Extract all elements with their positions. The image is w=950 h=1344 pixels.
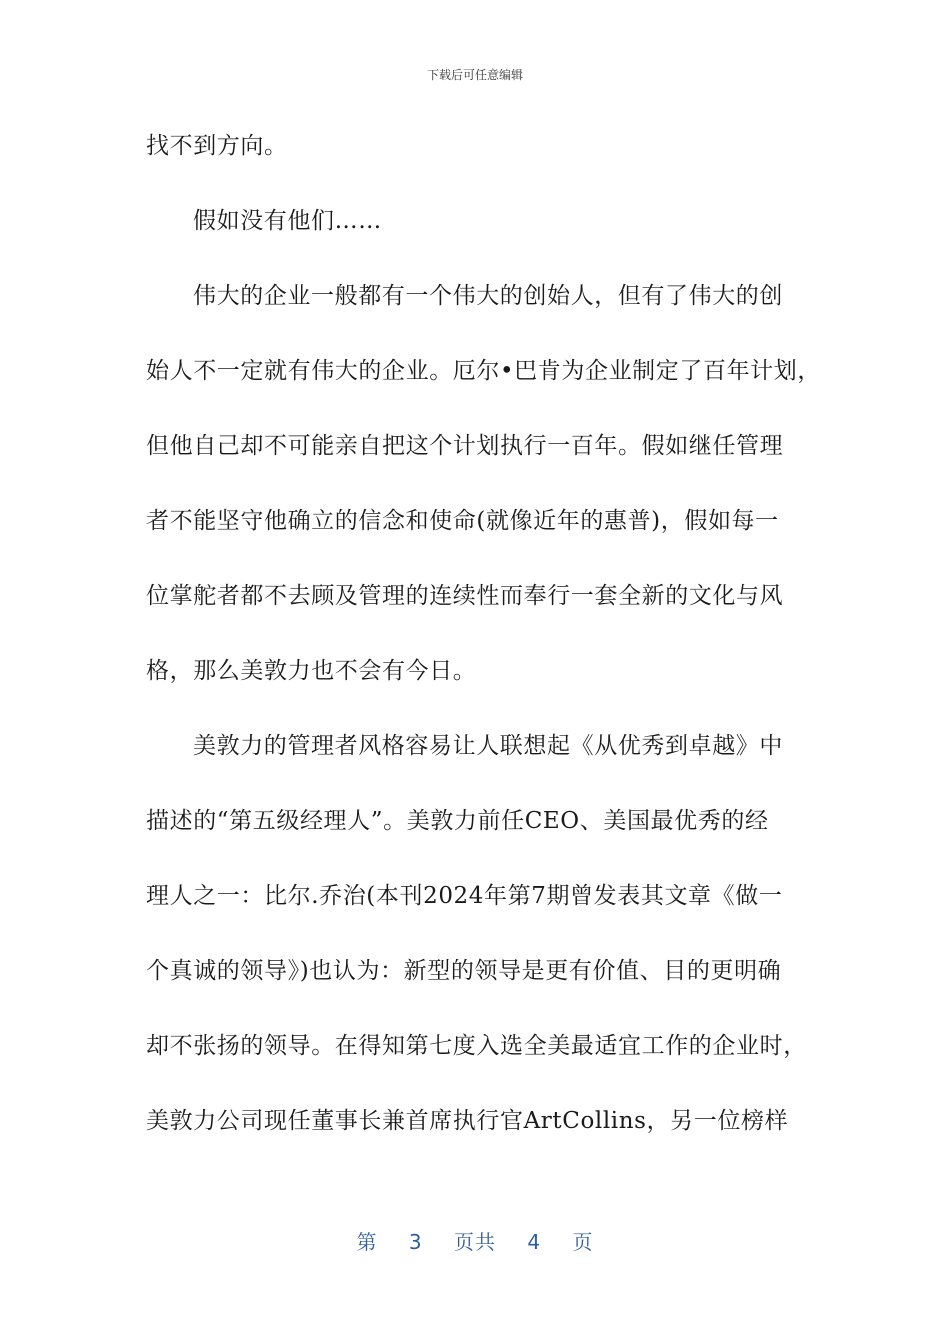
text-line: 描述的“第五级经理人”。美敦力前任CEO、美国最优秀的经	[146, 808, 769, 834]
text-line: 假如没有他们……	[193, 208, 382, 234]
text-line: 者不能坚守他确立的信念和使命(就像近年的惠普)，假如每一	[146, 508, 779, 534]
total-page-count: 4	[527, 1230, 542, 1254]
text-line: 位掌舵者都不去顾及管理的连续性而奉行一套全新的文化与风	[146, 583, 784, 609]
text-line: 理人之一：比尔.乔治(本刊2024年第7期曾发表其文章《做一	[146, 883, 783, 909]
text-line: 个真诚的领导》)也认为：新型的领导是更有价值、目的更明确	[146, 958, 782, 984]
text-line: 格，那么美敦力也不会有今日。	[146, 658, 477, 684]
text-line: 美敦力公司现任董事长兼首席执行官ArtCollins，另一位榜样	[146, 1108, 789, 1134]
page-header: 下载后可任意编辑	[426, 68, 523, 82]
footer-middle: 页共	[454, 1230, 496, 1254]
text-line: 伟大的企业一般都有一个伟大的创始人，但有了伟大的创	[193, 283, 783, 309]
text-line: 始人不一定就有伟大的企业。厄尔•巴肯为企业制定了百年计划，	[146, 358, 821, 384]
footer-suffix: 页	[572, 1230, 594, 1254]
current-page-number: 3	[408, 1230, 423, 1254]
document-body	[146, 124, 821, 1174]
text-line: 找不到方向。	[146, 133, 288, 159]
page-footer	[0, 1226, 950, 1255]
text-line: 却不张扬的领导。在得知第七度入选全美最适宜工作的企业时，	[146, 1033, 807, 1059]
text-line: 但他自己却不可能亲自把这个计划执行一百年。假如继任管理	[146, 433, 784, 459]
footer-prefix: 第	[356, 1230, 378, 1254]
text-line: 美敦力的管理者风格容易让人联想起《从优秀到卓越》中	[193, 733, 783, 759]
